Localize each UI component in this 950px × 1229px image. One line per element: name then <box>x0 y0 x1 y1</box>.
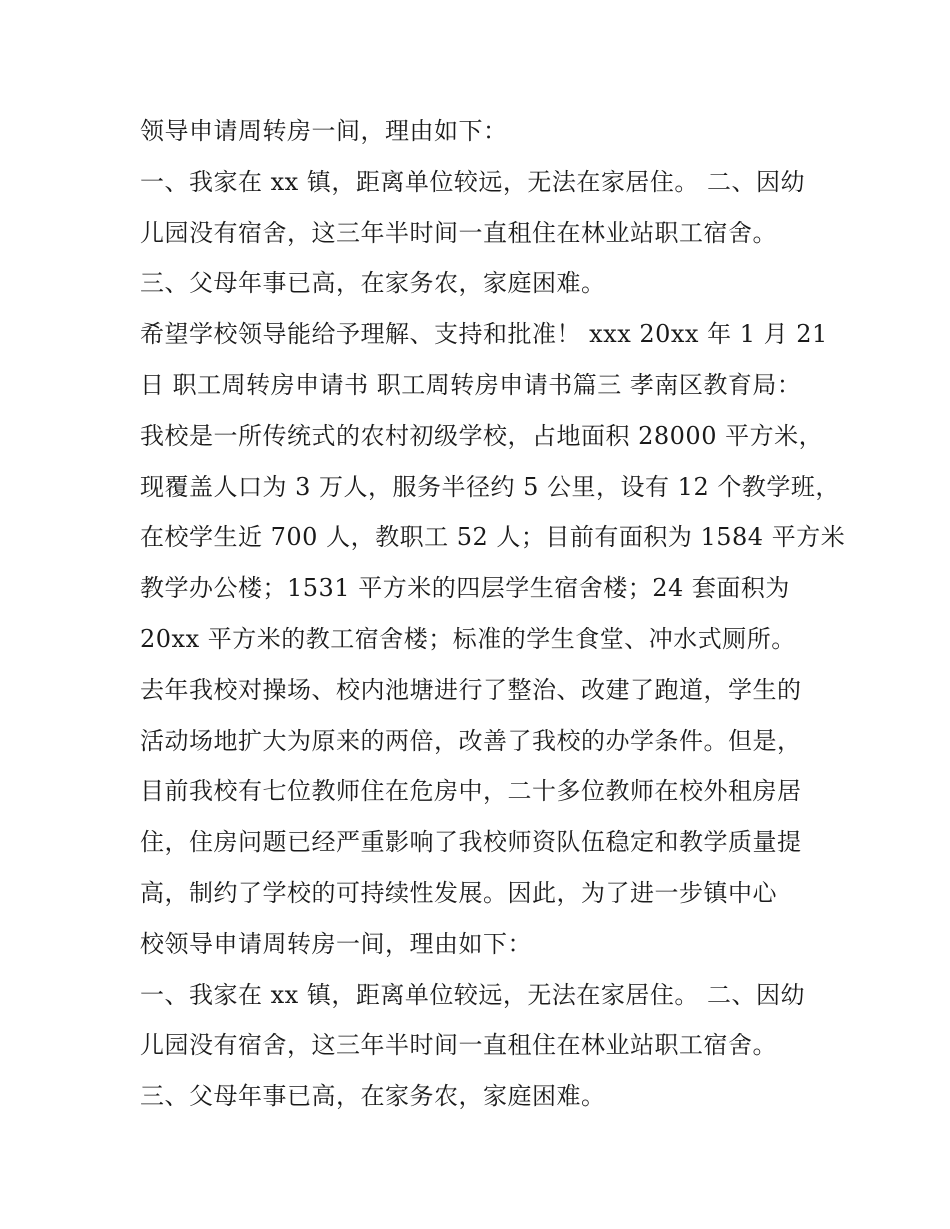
text-line-10: 教学办公楼；1531 平方米的四层学生宿舍楼；24 套面积为 <box>140 574 790 603</box>
text-line-5: 希望学校领导能给予理解、支持和批准！ xxx 20xx 年 1 月 21 <box>140 320 828 349</box>
text-line-11: 20xx 平方米的教工宿舍楼；标准的学生食堂、冲水式厕所。 <box>140 624 796 653</box>
text-line-9: 在校学生近 700 人，教职工 52 人；目前有面积为 1584 平方米 <box>140 523 846 552</box>
text-line-8: 现覆盖人口为 3 万人，服务半径约 5 公里，设有 12 个教学班， <box>140 472 840 501</box>
text-line-3: 儿园没有宿舍，这三年半时间一直租住在林业站职工宿舍。 <box>140 218 777 247</box>
text-line-15: 住，住房问题已经严重影响了我校师资队伍稳定和教学质量提 <box>140 828 802 857</box>
text-line-20: 三、父母年事已高，在家务农，家庭困难。 <box>140 1082 606 1111</box>
text-line-6: 日 职工周转房申请书 职工周转房申请书篇三 孝南区教育局： <box>140 370 802 399</box>
text-line-17: 校领导申请周转房一间，理由如下： <box>140 929 532 958</box>
text-line-12: 去年我校对操场、校内池塘进行了整治、改建了跑道，学生的 <box>140 675 802 704</box>
text-line-2: 一、我家在 xx 镇，距离单位较远，无法在家居住。 二、因幼 <box>140 167 805 196</box>
text-line-1: 领导申请周转房一间，理由如下： <box>140 117 508 145</box>
text-line-19: 儿园没有宿舍，这三年半时间一直租住在林业站职工宿舍。 <box>140 1031 777 1060</box>
text-line-16: 高，制约了学校的可持续性发展。因此，为了进一步镇中心 <box>140 878 777 907</box>
text-line-18: 一、我家在 xx 镇，距离单位较远，无法在家居住。 二、因幼 <box>140 980 805 1009</box>
text-line-13: 活动场地扩大为原来的两倍，改善了我校的办学条件。但是， <box>140 726 802 755</box>
document-body <box>140 106 846 1122</box>
text-line-4: 三、父母年事已高，在家务农，家庭困难。 <box>140 269 606 298</box>
text-line-7: 我校是一所传统式的农村初级学校，占地面积 28000 平方米， <box>140 421 824 450</box>
text-line-14: 目前我校有七位教师住在危房中，二十多位教师在校外租房居 <box>140 777 802 806</box>
